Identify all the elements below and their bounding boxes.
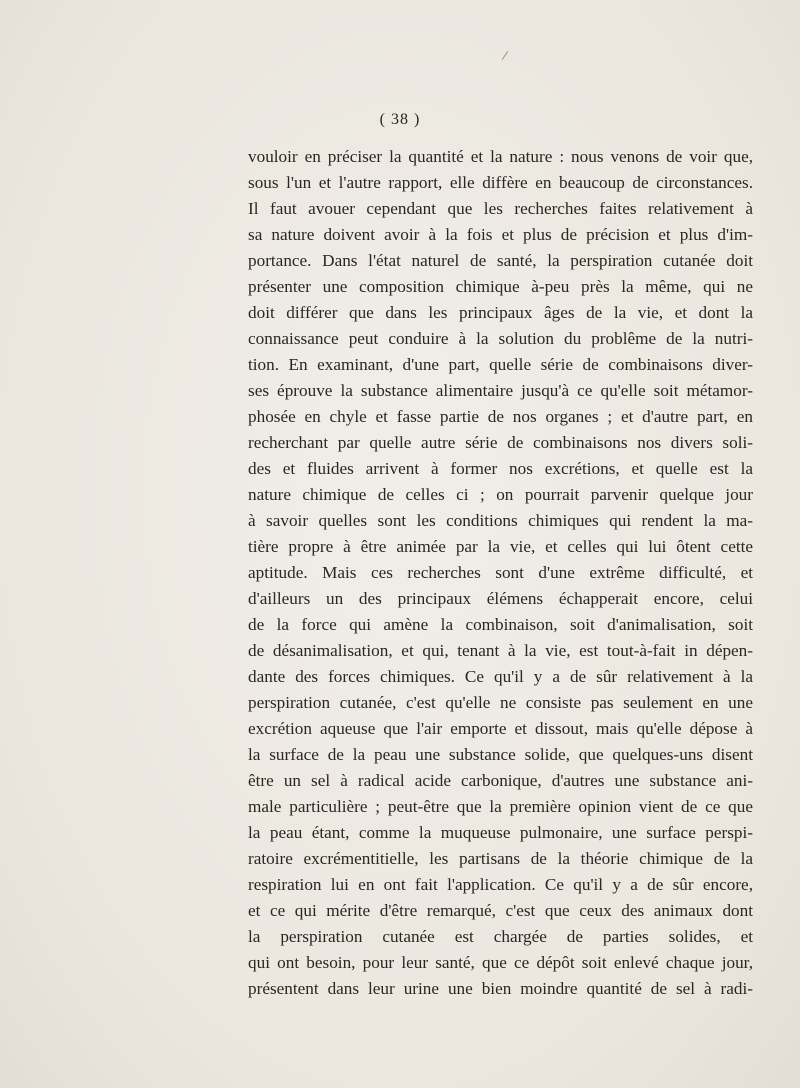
text-line: tière propre à être animée par la vie, et celles qui lui ôtent cette — [248, 537, 753, 556]
text-line: male particulière ; peut-être que la première opinion vient de ce que — [248, 797, 753, 816]
text-line: vouloir en préciser la quantité et la nature : nous venons de voir que, — [248, 147, 753, 166]
text-line: ratoire excrémentitielle, les partisans de la théorie chimique de la — [248, 849, 753, 868]
text-line: de la force qui amène la combinaison, soit d'animalisation, soit — [248, 615, 753, 634]
text-line: perspiration cutanée, c'est qu'elle ne consiste pas seulement en une — [248, 693, 753, 712]
text-line: Il faut avouer cependant que les recherches faites relativement à — [248, 199, 753, 218]
text-line: à savoir quelles sont les conditions chimiques qui rendent la ma- — [248, 511, 753, 530]
text-line: la perspiration cutanée est chargée de parties solides, et — [248, 927, 753, 946]
text-line: respiration lui en ont fait l'application. Ce qu'il y a de sûr encore, — [248, 875, 753, 894]
text-line: phosée en chyle et fasse partie de nos organes ; et d'autre part, en — [248, 407, 753, 426]
text-line: présentent dans leur urine une bien moindre quantité de sel à radi- — [248, 979, 753, 998]
text-line: sous l'un et l'autre rapport, elle diffère en beaucoup de circonstances. — [248, 173, 753, 192]
text-line: ses éprouve la substance alimentaire jusqu'à ce qu'elle soit métamor- — [248, 381, 753, 400]
text-line: des et fluides arrivent à former nos excrétions, et quelle est la — [248, 459, 753, 478]
text-line: la peau étant, comme la muqueuse pulmonaire, une surface perspi- — [248, 823, 753, 842]
text-line: sa nature doivent avoir à la fois et plus de précision et plus d'im- — [248, 225, 753, 244]
text-line: présenter une composition chimique à-peu près la même, qui ne — [248, 277, 753, 296]
text-line: portance. Dans l'état naturel de santé, la perspiration cutanée doit — [248, 251, 753, 270]
text-line: tion. En examinant, d'une part, quelle série de combinaisons diver- — [248, 355, 753, 374]
text-line: doit différer que dans les principaux âges de la vie, et dont la — [248, 303, 753, 322]
margin-mark — [502, 51, 509, 60]
text-line: de désanimalisation, et qui, tenant à la vie, est tout-à-fait in dépen- — [248, 641, 753, 660]
body-text — [248, 144, 753, 1002]
text-line: aptitude. Mais ces recherches sont d'une extrême difficulté, et — [248, 563, 753, 582]
text-line: nature chimique de celles ci ; on pourrait parvenir quelque jour — [248, 485, 753, 504]
page-number: ( 38 ) — [379, 111, 421, 128]
text-line: d'ailleurs un des principaux élémens échapperait encore, celui — [248, 589, 753, 608]
text-line: qui ont besoin, pour leur santé, que ce dépôt soit enlevé chaque jour, — [248, 953, 753, 972]
text-line: connaissance peut conduire à la solution du problême de la nutri- — [248, 329, 753, 348]
text-line: et ce qui mérite d'être remarqué, c'est que ceux des animaux dont — [248, 901, 753, 920]
text-line: recherchant par quelle autre série de combinaisons nos divers soli- — [248, 433, 753, 452]
text-line: la surface de la peau une substance solide, que quelques-uns disent — [248, 745, 753, 764]
text-line: être un sel à radical acide carbonique, d'autres une substance ani- — [248, 771, 753, 790]
text-line: dante des forces chimiques. Ce qu'il y a de sûr relativement à la — [248, 667, 753, 686]
text-line: excrétion aqueuse que l'air emporte et dissout, mais qu'elle dépose à — [248, 719, 753, 738]
